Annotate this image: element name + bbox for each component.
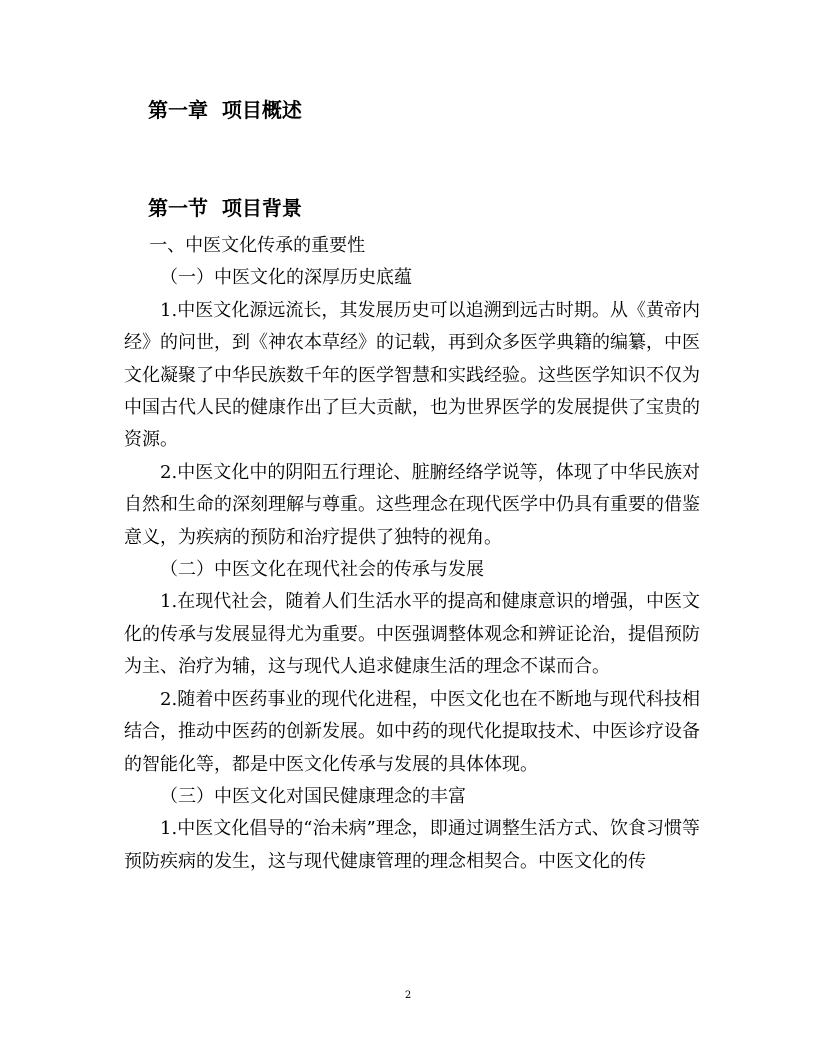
subheading-1: （一）中医文化的深厚历史底蕴 [160,267,412,289]
heading-level-1: 一、中医文化传承的重要性 [149,235,366,256]
subheading-2: （二）中医文化在现代社会的传承与发展 [160,559,484,581]
body-text [124,230,700,878]
paragraph: 1.中医文化倡导的“治未病”理念，即通过调整生活方式、饮食习惯等预防疾病的发生，这与现代健康管理的理念相契合。中医文化的传 [124,818,700,872]
page-number: 2 [404,990,412,1001]
paragraph: 1.中医文化源远流长，其发展历史可以追溯到远古时期。从《黄帝内经》的问世，到《神农本草经》的记载，再到众多医学典籍的编纂，中医文化凝聚了中华民族数千年的医学智慧和实践经验。这些医学知识不仅为中国古代人民的健康作出了巨大贡献，也为世界医学的发展提供了宝贵的资源。 [124,299,700,451]
section-title: 第一节 项目背景 [148,196,302,220]
paragraph: 2.中医文化中的阴阳五行理论、脏腑经络学说等，体现了中华民族对自然和生命的深刻理解与尊重。这些理念在现代医学中仍具有重要的借鉴意义，为疾病的预防和治疗提供了独特的视角。 [124,461,700,548]
chapter-title: 第一章 项目概述 [148,98,302,122]
paragraph: 2.随着中医药事业的现代化进程，中医文化也在不断地与现代科技相结合，推动中医药的创新发展。如中药的现代化提取技术、中医诊疗设备的智能化等，都是中医文化传承与发展的具体体现。 [124,688,700,775]
subheading-3: （三）中医文化对国民健康理念的丰富 [160,785,466,807]
paragraph: 1.在现代社会，随着人们生活水平的提高和健康意识的增强，中医文化的传承与发展显得尤为重要。中医强调整体观念和辨证论治，提倡预防为主、治疗为辅，这与现代人追求健康生活的理念不谋而合。 [124,591,700,678]
